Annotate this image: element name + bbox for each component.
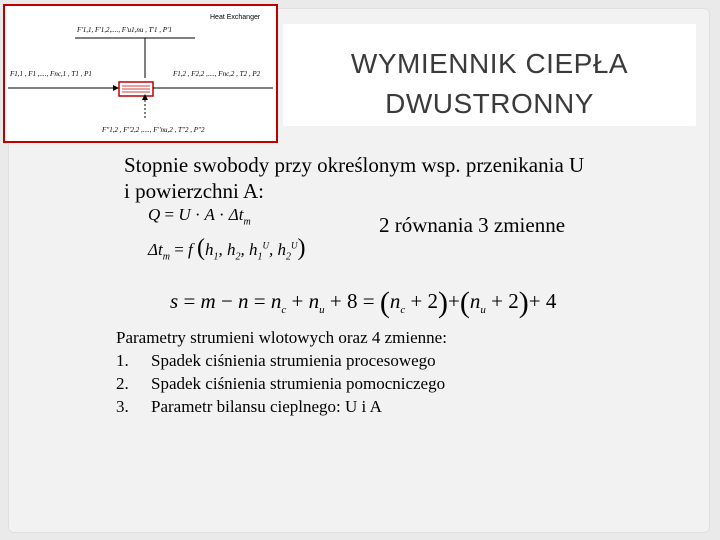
list-item xyxy=(116,372,636,395)
parameters-section xyxy=(116,326,636,418)
title-line-2: DWUSTRONNY xyxy=(385,88,594,119)
slide-title xyxy=(283,44,696,124)
list-item xyxy=(116,349,636,372)
title-line-1: WYMIENNIK CIEPŁA xyxy=(350,48,629,79)
left-arrow-icon xyxy=(113,85,119,91)
diagram-label: Heat Exchanger xyxy=(210,14,261,21)
list-item-text: Spadek ciśnienia strumienia pomocniczego xyxy=(151,374,446,393)
equation-heat-duty: $Q = U \cdot A \cdot \Delta t_m$ xyxy=(148,205,251,228)
list-item xyxy=(116,395,636,418)
equation-block xyxy=(148,205,318,265)
list-item-text: Spadek ciśnienia strumienia procesowego xyxy=(151,351,436,370)
intro-line-2: i powierzchni A: xyxy=(124,179,264,203)
up-arrow-icon xyxy=(142,94,148,100)
equations-note: 2 równania 3 zmienne xyxy=(379,213,566,237)
intro-line-1: Stopnie swobody przy określonym wsp. przenikania U xyxy=(124,153,585,177)
heat-exchanger-diagram xyxy=(3,4,278,143)
list-item-text: Parametr bilansu cieplnego: U i A xyxy=(151,397,382,416)
diagram-svg xyxy=(5,6,276,141)
intro-text xyxy=(124,152,664,204)
params-intro: Parametry strumieni wlotowych oraz 4 zmienne: xyxy=(116,328,447,347)
degrees-of-freedom-formula: $s = m - n = n_c + n_u + 8 = (n_c + 2)+(n_u + 2)+ 4$ xyxy=(170,286,557,319)
list-item-number: 2. xyxy=(116,374,129,393)
params-list xyxy=(116,349,636,418)
list-item-number: 3. xyxy=(116,397,129,416)
top-stream-label: F'1,1, F'1,2,...., F'u1,nu , T'1 , P'1 xyxy=(77,26,172,34)
equation-log-mean: $\Delta t_m = f$ ($h_1$, $h_2$, $h_1^U$, $h_2^U$) xyxy=(148,235,306,263)
right-stream-label: F1,2 , F2,2 ,...., Fnc,2 , T2 , P2 xyxy=(173,70,261,78)
left-stream-label: F1,1 , F1 ,...., Fnc,1 , T1 , P1 xyxy=(10,70,92,78)
list-item-number: 1. xyxy=(116,351,129,370)
bottom-stream-label: F''1,2 , F''2,2 ,...., F''nu,2 , T''2 , P''2 xyxy=(102,126,205,134)
